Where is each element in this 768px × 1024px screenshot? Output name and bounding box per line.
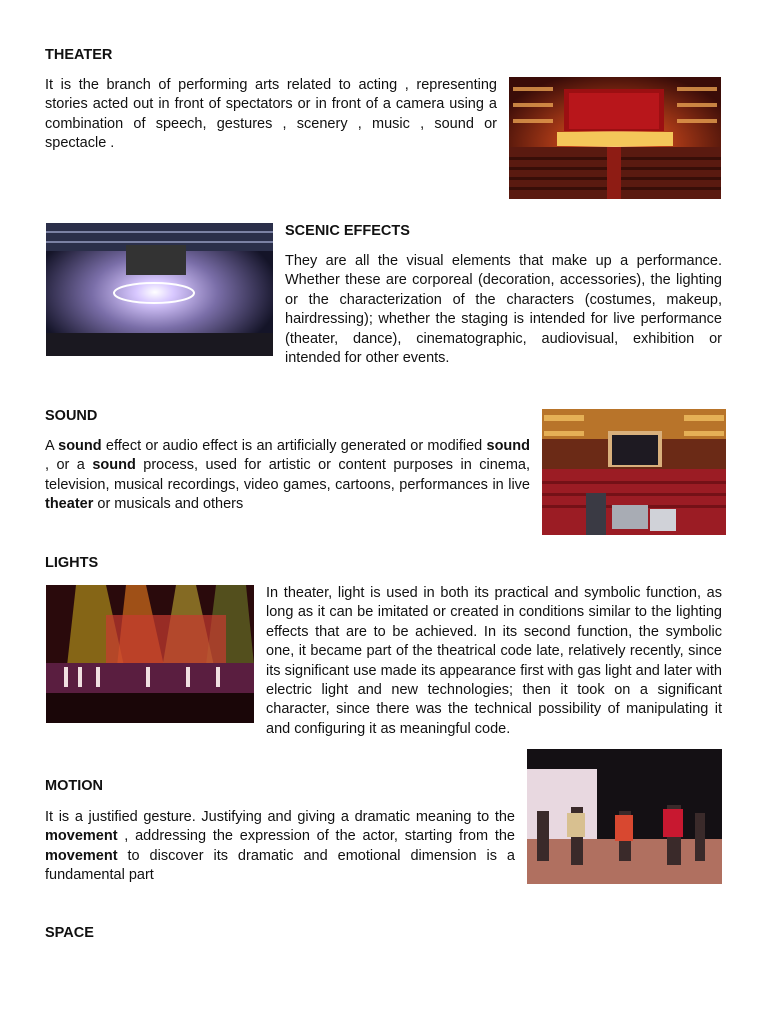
- section-heading-motion: MOTION: [45, 778, 103, 794]
- section-heading-scenic-effects: SCENIC EFFECTS: [285, 223, 410, 239]
- body-text: In theater, light is used in both its practical and symbolic function, as long as it can be imitated or created in conditions similar to the lighting effects that are to be achieved. In its second function, the symbolic one, it became part of the theatrical code late, relatively recently, since its significant use made its appearance first with gas light and later with electric light and new technologies; then it took on a significant character, since there was the technical possibility of manipulating it and configuring it as meaningful code.: [266, 585, 722, 737]
- actors-dancing-photo: [527, 749, 722, 884]
- section-body-sound: A sound effect or audio effect is an artificially generated or modified sound , or a sound process, used for artistic or content purposes in cinema, television, musical recordings, video games, cartoons, performances in live theater or musicals and others: [45, 438, 530, 513]
- section-heading-lights: LIGHTS: [45, 555, 99, 571]
- theater-auditorium-photo: [509, 77, 721, 199]
- section-body-lights: [266, 584, 722, 739]
- sound-console-theater-photo: [542, 409, 726, 535]
- section-body-scenic-effects: [285, 252, 722, 368]
- section-heading-theater: THEATER: [45, 47, 113, 63]
- body-text: It is the branch of performing arts related to acting , representing stories acted out in front of spectators or in front of a camera using a combination of speech, gestures , scenery , music , sound or spectacle .: [45, 77, 497, 152]
- section-body-theater: [45, 76, 497, 154]
- stadium-concert-photo: [46, 223, 273, 356]
- section-heading-sound: SOUND: [45, 408, 98, 424]
- section-heading-space: SPACE: [45, 925, 94, 941]
- stage-lights-concert-photo: [46, 585, 254, 723]
- body-text: They are all the visual elements that make up a performance. Whether these are corporeal (decoration, accessories), the lighting or the characterization of the characters (costumes, makeup, hairdressing); whether the staging is intended for live performance (theater, dance), cinematographic, audiovisual, exhibition or intended for other events.: [285, 253, 722, 367]
- section-body-motion: It is a justified gesture. Justifying and giving a dramatic meaning to the movement , addressing the expression of the actor, starting from the movement to discover its dramatic and emotional dimension is a fundamental part: [45, 809, 515, 884]
